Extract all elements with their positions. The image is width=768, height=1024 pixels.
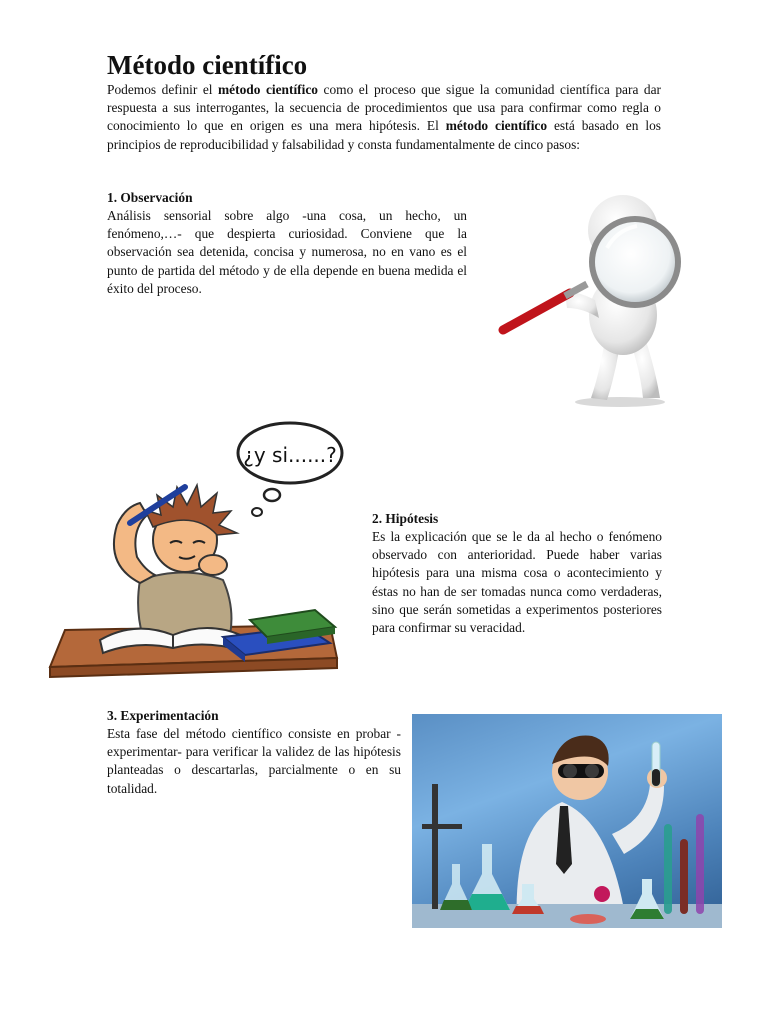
section-hipotesis-text: Es la explicación que se le da al hecho o fenómeno observado con anterioridad. Puede haber varias hipótesis para una misma cosa o acontecimiento y éstas no han de ser tomadas nunca como verdaderas, sino que serán sometidas a experimentos posteriores para confirmar su veracidad. <box>372 529 662 636</box>
thought-bubble-text: ¿y si......? <box>243 443 337 467</box>
lab-experiment-photo <box>412 714 722 928</box>
thinking-student-cartoon-image <box>45 415 345 680</box>
page-title: Método científico <box>107 50 308 80</box>
intro-bold-2: método científico <box>445 118 548 134</box>
section-experimentacion-title: 3. Experimentación <box>107 708 219 723</box>
intro-text-2: como el proceso que sigue la comunidad científica para dar respuesta a sus interrogantes, la secuencia de procedimientos que usa para confirmar como regla o conocimiento lo que en origen es una mera hipótesis. El <box>107 82 662 134</box>
intro-bold-1: método científico <box>218 82 319 97</box>
section-observacion-title: 1. Observación <box>107 190 193 205</box>
intro-paragraph <box>107 81 661 154</box>
magnifying-glass-figure-image <box>495 190 695 410</box>
section-experimentacion-text: Esta fase del método científico consiste en probar -experimentar- para verificar la validez de las hipótesis planteadas o descartarlas, parcialmente o en su totalidad. <box>107 726 401 796</box>
section-hipotesis-title: 2. Hipótesis <box>372 511 439 526</box>
lab-photo-illustration <box>412 714 722 928</box>
intro-text-3: está basado en los principios de reproducibilidad y falsabilidad y consta fundamentalmente de cinco pasos: <box>107 118 661 152</box>
section-observacion-text: Análisis sensorial sobre algo -una cosa, un hecho, un fenómeno,…- que despierta curiosidad. Conviene que la observación sea detenida, concisa y numerosa, no en vano es el punto de partida del método y de ella depende en buena medida el éxito del proceso. <box>107 208 467 296</box>
intro-text-1: Podemos definir el <box>107 82 219 97</box>
